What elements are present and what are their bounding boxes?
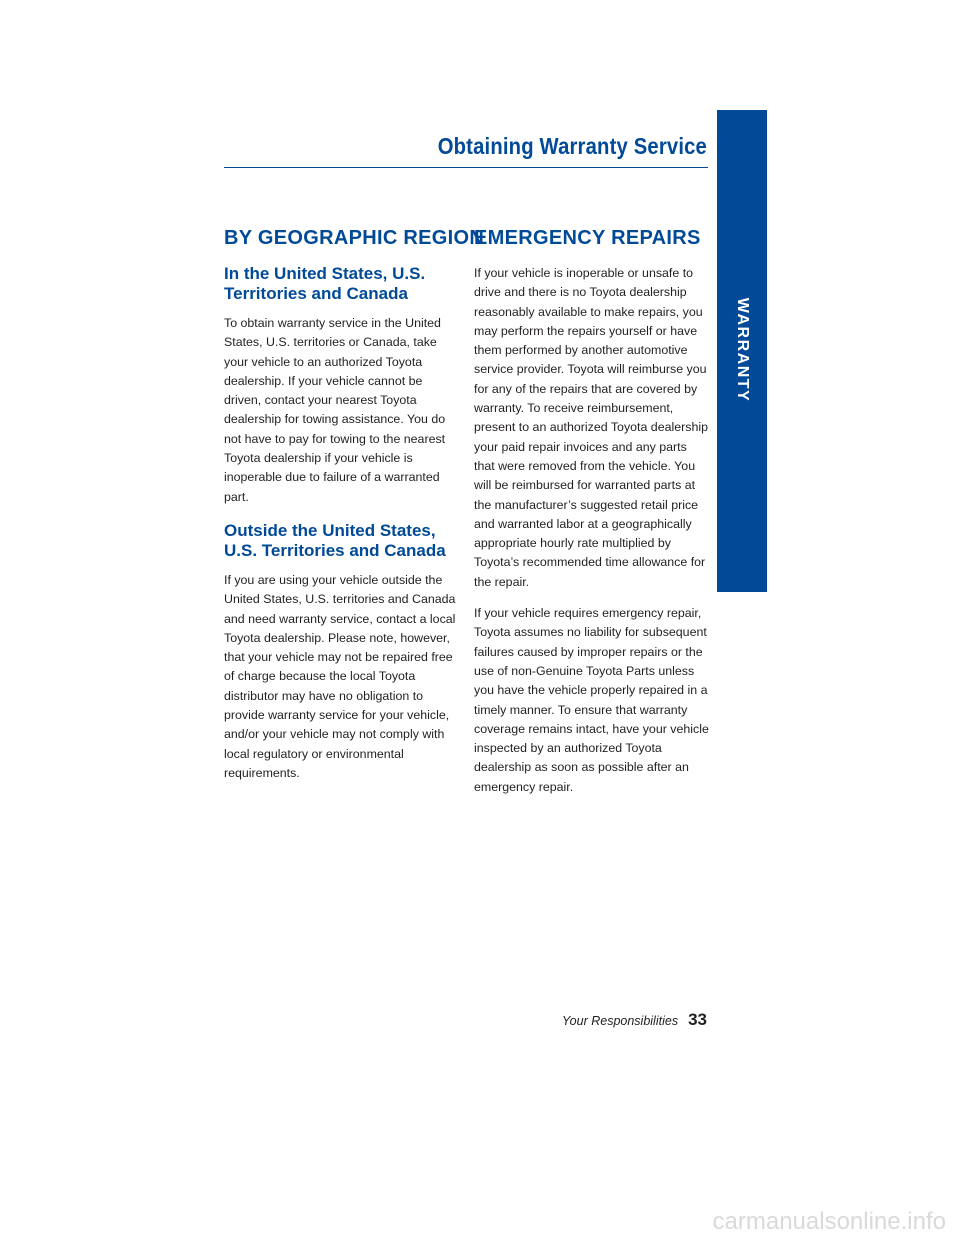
page-number: 33	[688, 1010, 707, 1029]
side-section-tab	[717, 110, 767, 592]
paragraph-emergency-liability: If your vehicle requires emergency repair, Toyota assumes no liability for subsequent failures caused by improper repairs or the use of non-Genuine Toyota Parts unless you have the vehicle properly repaired in a timely manner. To ensure that warranty coverage remains intact, have your vehicle inspected by an authorized Toyota dealership as soon as possible after an emergency repair.	[474, 606, 709, 794]
footer-section-label: Your Responsibilities	[562, 1014, 679, 1028]
watermark-text: carmanualsonline.info	[712, 1208, 946, 1235]
subheading-outside-us: Outside the United States, U.S. Territories and Canada	[224, 520, 446, 560]
paragraph-inside-us: To obtain warranty service in the United States, U.S. territories or Canada, take your vehicle to an authorized Toyota dealership. If your vehicle cannot be driven, contact your nearest Toyota dealership for towing assistance. You do not have to pay for towing to the nearest Toyota dealership if your vehicle is inoperable due to failure of a warranted part.	[224, 316, 446, 504]
right-column	[474, 226, 710, 809]
side-tab-label: WARRANTY	[734, 297, 751, 403]
subheading-inside-us: In the United States, U.S. Territories and Canada	[224, 264, 426, 303]
left-column	[224, 226, 485, 795]
page-title: Obtaining Warranty Service	[437, 133, 707, 159]
paragraph-emergency-reimbursement: If your vehicle is inoperable or unsafe to drive and there is no Toyota dealership reasonably available to make repairs, you may perform the repairs yourself or have them performed by another automotive service provider. Toyota will reimburse you for any of the repairs that are covered by warranty. To receive reimbursement, present to an authorized Toyota dealership your paid repair invoices and any parts that were removed from the vehicle. You will be reimbursed for warranted parts at the manufacturer’s suggested retail price and warranted labor at a geographically appropriate hourly rate multiplied by Toyota’s recommended time allowance for the repair.	[474, 266, 708, 589]
section-heading-geographic-region: BY GEOGRAPHIC REGION	[224, 227, 485, 249]
page-footer	[562, 1010, 707, 1030]
paragraph-outside-us: If you are using your vehicle outside the United States, U.S. territories and Canada and need warranty service, contact a local Toyota dealership. Please note, however, that your vehicle may not be repaired free of charge because the local Toyota distributor may have no obligation to provide warranty service for your vehicle, and/or your vehicle may not comply with local regulatory or environmental requirements.	[224, 572, 456, 780]
section-heading-emergency-repairs: EMERGENCY REPAIRS	[474, 227, 701, 249]
header-divider	[224, 167, 708, 168]
